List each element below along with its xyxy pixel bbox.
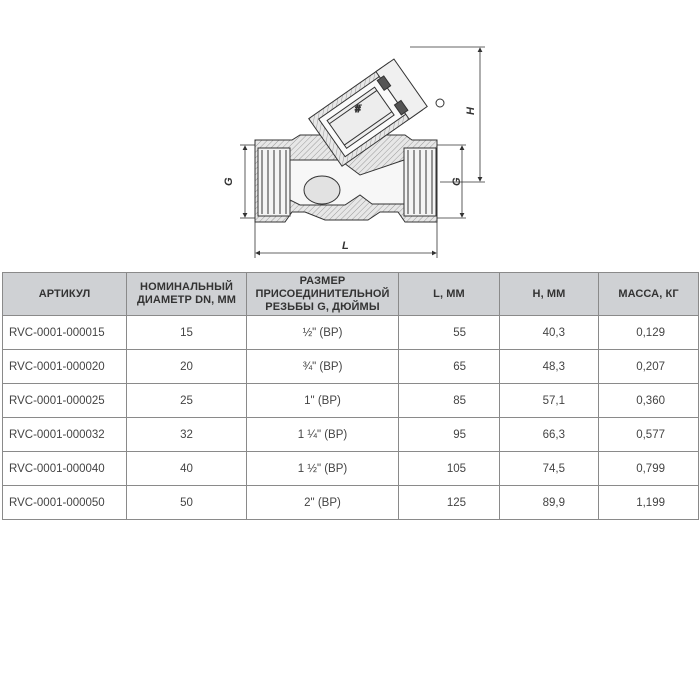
cell-article: RVC-0001-000032 bbox=[3, 418, 127, 452]
cell-article: RVC-0001-000050 bbox=[3, 486, 127, 520]
cell-mass: 0,577 bbox=[599, 418, 699, 452]
cell-thread: ½" (ВР) bbox=[247, 316, 399, 350]
cell-l: 55 bbox=[399, 316, 500, 350]
cell-h: 57,1 bbox=[500, 384, 599, 418]
valve-body bbox=[255, 59, 444, 222]
cell-article: RVC-0001-000015 bbox=[3, 316, 127, 350]
cell-article: RVC-0001-000020 bbox=[3, 350, 127, 384]
cell-mass: 0,799 bbox=[599, 452, 699, 486]
cell-dn: 50 bbox=[127, 486, 247, 520]
cell-dn: 32 bbox=[127, 418, 247, 452]
cell-h: 74,5 bbox=[500, 452, 599, 486]
header-dn: НОМИНАЛЬНЫЙ ДИАМЕТР DN, ММ bbox=[127, 273, 247, 316]
cell-dn: 20 bbox=[127, 350, 247, 384]
cell-mass: 0,360 bbox=[599, 384, 699, 418]
cell-l: 85 bbox=[399, 384, 500, 418]
cell-thread: 1" (ВР) bbox=[247, 384, 399, 418]
cell-l: 95 bbox=[399, 418, 500, 452]
table-header-row bbox=[3, 273, 699, 316]
valve-drawing bbox=[200, 30, 500, 265]
cell-dn: 15 bbox=[127, 316, 247, 350]
table-row bbox=[3, 418, 699, 452]
table-row bbox=[3, 350, 699, 384]
table-row bbox=[3, 452, 699, 486]
cell-l: 65 bbox=[399, 350, 500, 384]
header-l: L, ММ bbox=[399, 273, 500, 316]
cell-l: 105 bbox=[399, 452, 500, 486]
header-mass: МАССА, КГ bbox=[599, 273, 699, 316]
table-row bbox=[3, 384, 699, 418]
table-row bbox=[3, 316, 699, 350]
header-thread: РАЗМЕР ПРИСОЕДИНИТЕЛЬНОЙ РЕЗЬБЫ G, ДЮЙМЫ bbox=[247, 273, 399, 316]
cell-dn: 25 bbox=[127, 384, 247, 418]
g-right-label: G bbox=[451, 177, 463, 186]
l-label: L bbox=[342, 240, 349, 252]
cell-mass: 1,199 bbox=[599, 486, 699, 520]
cell-h: 66,3 bbox=[500, 418, 599, 452]
cell-thread: 1 ¼" (ВР) bbox=[247, 418, 399, 452]
spec-table bbox=[2, 272, 699, 520]
header-article: АРТИКУЛ bbox=[3, 273, 127, 316]
cell-thread: 2" (ВР) bbox=[247, 486, 399, 520]
cell-dn: 40 bbox=[127, 452, 247, 486]
cell-article: RVC-0001-000040 bbox=[3, 452, 127, 486]
cell-h: 48,3 bbox=[500, 350, 599, 384]
marker-label: # bbox=[355, 104, 361, 115]
cell-thread: ¾" (ВР) bbox=[247, 350, 399, 384]
cell-mass: 0,207 bbox=[599, 350, 699, 384]
g-left-label: G bbox=[223, 177, 235, 186]
cell-h: 40,3 bbox=[500, 316, 599, 350]
cell-mass: 0,129 bbox=[599, 316, 699, 350]
h-label: H bbox=[465, 107, 477, 115]
table-row bbox=[3, 486, 699, 520]
cell-article: RVC-0001-000025 bbox=[3, 384, 127, 418]
header-h: H, ММ bbox=[500, 273, 599, 316]
cell-l: 125 bbox=[399, 486, 500, 520]
cell-thread: 1 ½" (ВР) bbox=[247, 452, 399, 486]
cell-h: 89,9 bbox=[500, 486, 599, 520]
